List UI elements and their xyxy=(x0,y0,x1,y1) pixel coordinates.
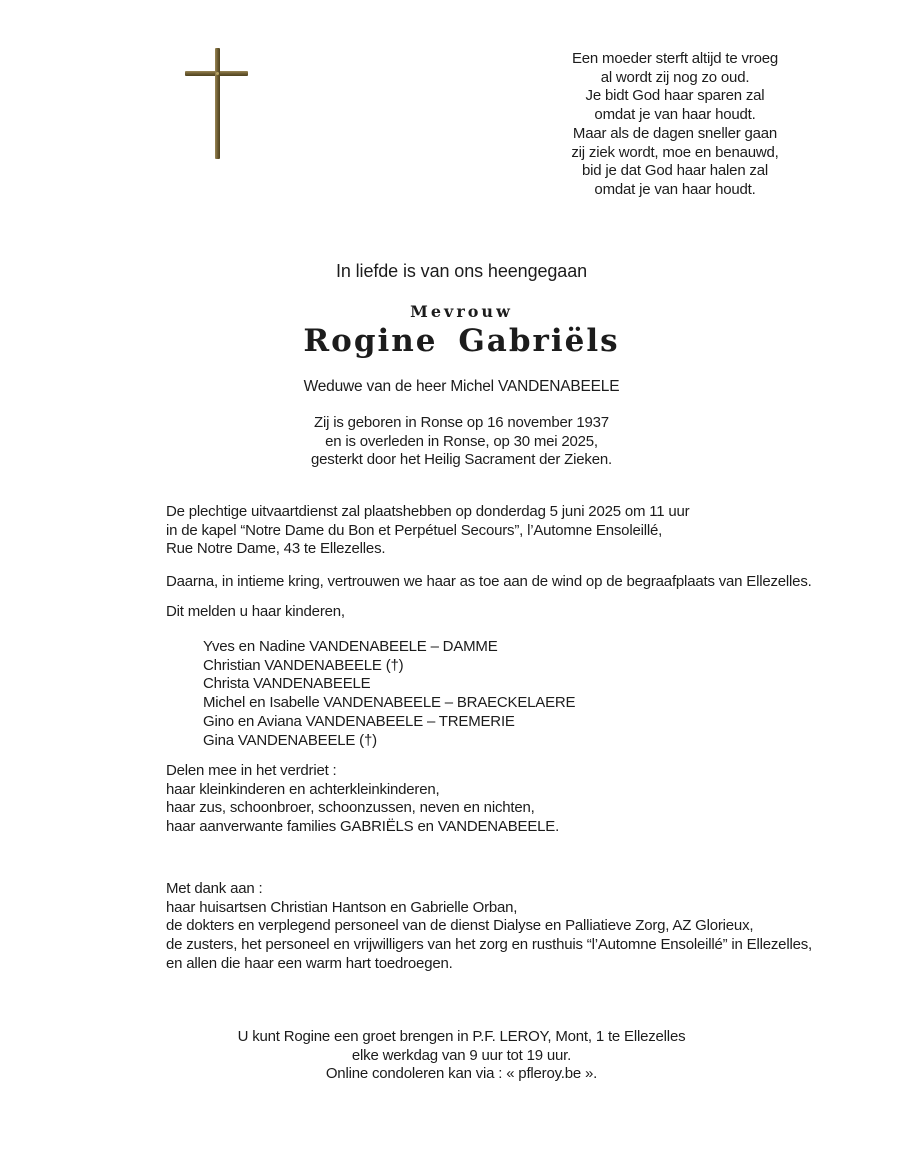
memorial-poem xyxy=(530,50,820,200)
thanks-line: Met dank aan : xyxy=(166,880,263,897)
interment-line: Daarna, in intieme kring, vertrouwen we haar as toe aan de wind op de begraafplaats van Ellezelles. xyxy=(166,573,812,590)
service-line: Rue Notre Dame, 43 te Ellezelles. xyxy=(166,540,386,558)
service-line: De plechtige uitvaartdienst zal plaatshebben op donderdag 5 juni 2025 om 11 uur xyxy=(166,503,690,520)
poem-line: Een moeder sterft altijd te vroeg xyxy=(571,50,778,67)
mourners-line: haar zus, schoonbroer, schoonzussen, neven en nichten, xyxy=(166,799,535,817)
child-line: Michel en Isabelle VANDENABEELE – BRAECKELAERE xyxy=(203,694,576,712)
life-line: en is overleden in Ronse, op 30 mei 2025, xyxy=(325,432,598,450)
thanks-line: de zusters, het personeel en vrijwilligers van het zorg en rusthuis “l’Automne Ensoleillé” in Ellezelles, xyxy=(166,936,812,954)
visitation-line: Online condoleren kan via : « pfleroy.be ». xyxy=(325,1065,598,1083)
life-line: Zij is geboren in Ronse op 16 november 1937 xyxy=(314,414,609,431)
cross-nail-dot xyxy=(216,72,219,75)
thanks-line: en allen die haar een warm hart toedroegen. xyxy=(166,954,453,972)
deceased-name: Rogine Gabriëls xyxy=(303,323,620,359)
visitation-line: elke werkdag van 9 uur tot 19 uur. xyxy=(351,1046,572,1064)
poem-line: Maar als de dagen sneller gaan xyxy=(572,124,778,142)
mourners-line: haar aanverwante families GABRIËLS en VANDENABEELE. xyxy=(166,818,560,836)
mourners-block xyxy=(166,762,866,837)
poem-line: omdat je van haar houdt. xyxy=(594,106,756,124)
service-details-block xyxy=(166,503,866,559)
thanks-block xyxy=(166,880,866,974)
cross-icon xyxy=(185,48,248,159)
poem-line: zij ziek wordt, moe en benauwd, xyxy=(571,143,779,161)
visitation-block xyxy=(0,1028,923,1084)
life-dates-block xyxy=(0,414,923,470)
mourners-line: Delen mee in het verdriet : xyxy=(166,762,337,779)
mourners-line: haar kleinkinderen en achterkleinkinderen, xyxy=(166,780,440,798)
poem-line: Je bidt God haar sparen zal xyxy=(585,87,765,105)
child-line: Christian VANDENABEELE (†) xyxy=(203,656,404,674)
thanks-line: haar huisartsen Christian Hantson en Gabrielle Orban, xyxy=(166,898,518,916)
service-line: in de kapel “Notre Dame du Bon et Perpétuel Secours”, l’Automne Ensoleillé, xyxy=(166,521,663,539)
poem-line: al wordt zij nog zo oud. xyxy=(600,68,750,86)
intro-line: In liefde is van ons heengegaan xyxy=(335,261,588,281)
visitation-line: U kunt Rogine een groet brengen in P.F. LEROY, Mont, 1 te Ellezelles xyxy=(237,1028,686,1045)
child-line: Gino en Aviana VANDENABEELE – TREMERIE xyxy=(203,712,515,730)
child-line: Christa VANDENABEELE xyxy=(203,675,371,693)
child-line: Gina VANDENABEELE (†) xyxy=(203,731,377,749)
children-intro-line: Dit melden u haar kinderen, xyxy=(166,603,345,620)
widow-line: Weduwe van de heer Michel VANDENABEELE xyxy=(303,378,620,395)
child-line: Yves en Nadine VANDENABEELE – DAMME xyxy=(203,638,498,655)
life-line: gesterkt door het Heilig Sacrament der Zieken. xyxy=(311,451,612,469)
poem-line: omdat je van haar houdt. xyxy=(594,180,756,198)
salutation: Mevrouw xyxy=(410,302,513,321)
poem-line: bid je dat God haar halen zal xyxy=(582,162,768,180)
cross-vertical-bar xyxy=(215,48,220,159)
children-list xyxy=(203,638,903,750)
thanks-line: de dokters en verplegend personeel van de dienst Dialyse en Palliatieve Zorg, AZ Glorieux, xyxy=(166,917,754,935)
